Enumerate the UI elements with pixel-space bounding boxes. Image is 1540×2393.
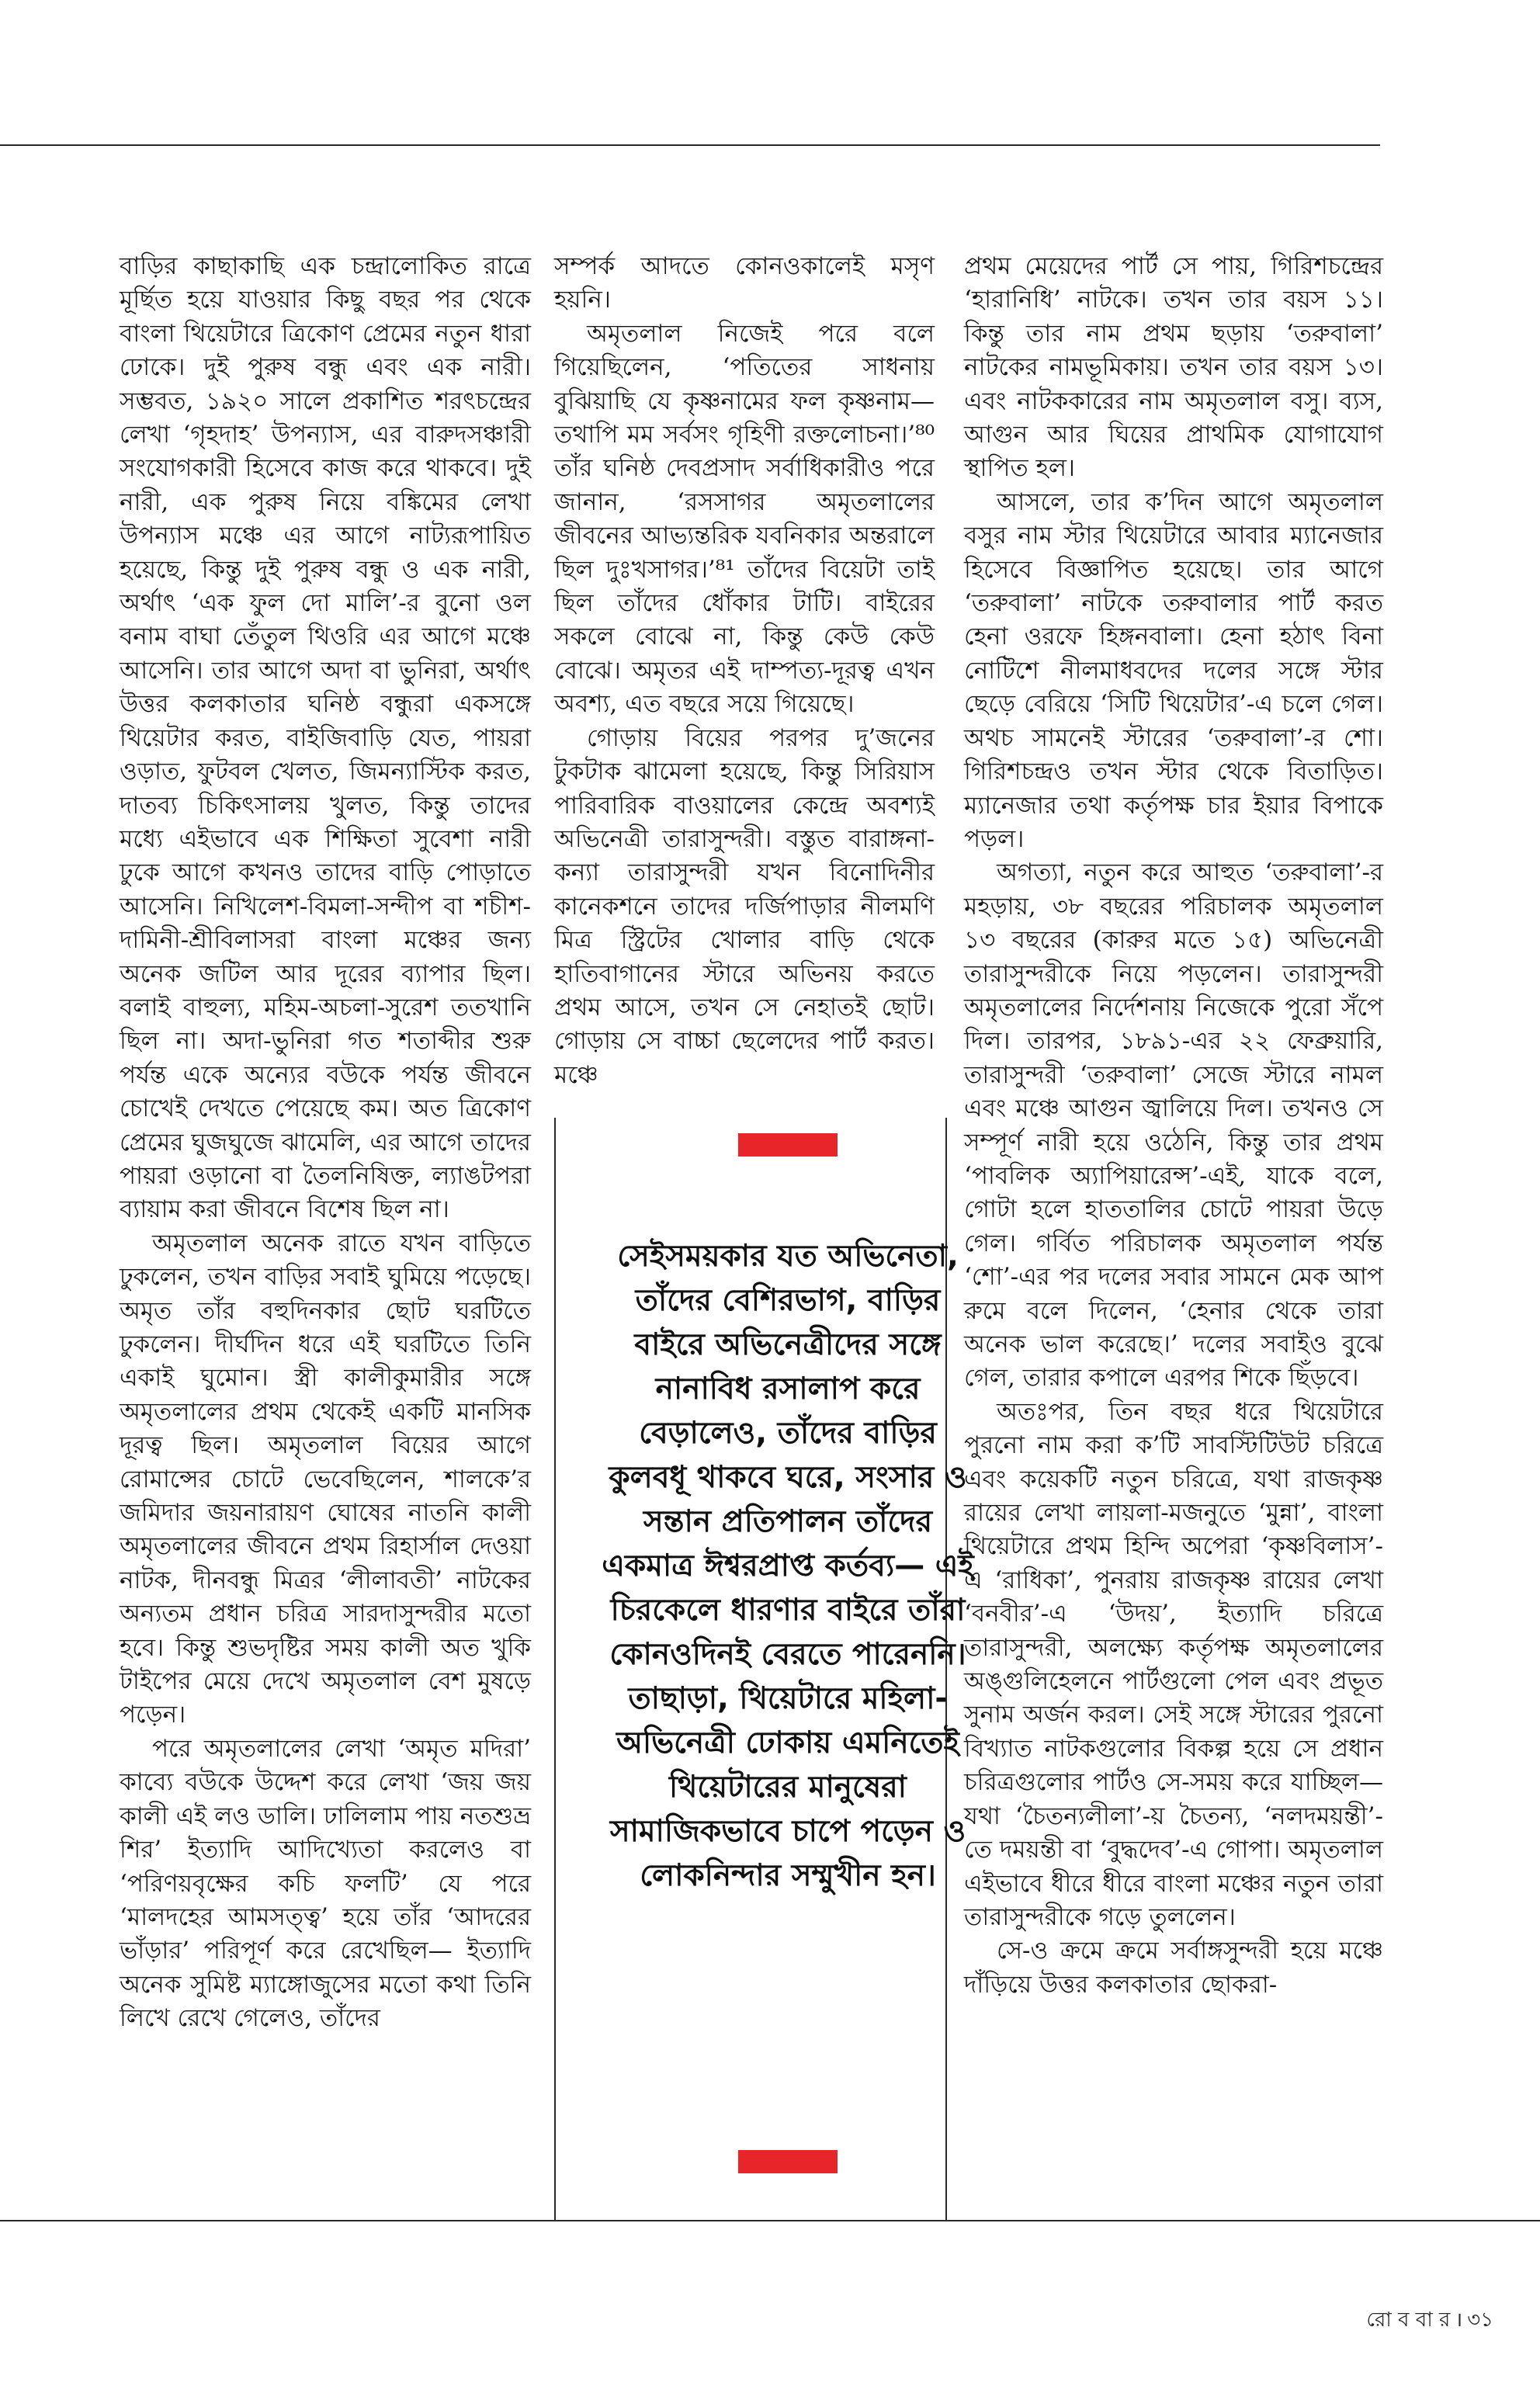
paragraph: গোড়ায় বিয়ের পরপর দু’জনের টুকটাক ঝামেলা হয়েছে, কিন্তু সিরিয়াস পারিবারিক বাওয়ালের কেন্দ্রে অবশ্যই অভিনেত্রী তারাসুন্দরী। বস্তুত বারাঙ্গনা-কন্যা তারাসুন্দরী যখন বিনোদিনীর কানেকশনে তাদের দর্জিপাড়ার নীলমণি মিত্র স্ট্রিটের খোলার বাড়ি থেকে হাতিবাগানের স্টারে অভিনয় করতে প্রথম আসে, তখন সে নেহাতই ছোট। গোড়ায় সে বাচ্চা ছেলেদের পার্ট করত। মঞ্চে — [554, 723, 935, 1089]
paragraph: অমৃতলাল অনেক রাতে যখন বাড়িতে ঢুকলেন, তখন বাড়ির সবাই ঘুমিয়ে পড়েছে। অমৃত তাঁর বহুদিনকার ছোট ঘরটিতে ঢুকলেন। দীর্ঘদিন ধরে এই ঘরটিতে তিনি একাই ঘুমোন। স্ত্রী কালীকুমারীর সঙ্গে অমৃতলালের প্রথম থেকেই একটি মানসিক দূরত্ব ছিল। অমৃতলাল বিয়ের আগে রোমান্সের চোটে ভেবেছিলেন, শালকে’র জমিদার জয়নারায়ণ ঘোষের নাতনি কালী অমৃতলালের জীবনে প্রথম রিহার্সাল দেওয়া নাটক, দীনবন্ধু মিত্রর ‘লীলাবতী’ নাটকের অন্যতম প্রধান চরিত্র সারদাসুন্দরীর মতো হবে। কিন্তু শুভদৃষ্টির সময় কালী অত খুকি টাইপের মেয়ে দেখে অমৃতলাল বেশ মুষড়ে পড়েন। — [120, 1229, 531, 1729]
paragraph: সম্পর্ক আদতে কোনওকালেই মসৃণ হয়নি। — [554, 252, 935, 314]
column-divider-left — [554, 1118, 556, 2220]
footer-rule — [0, 2220, 1540, 2221]
pull-quote-top-bar — [738, 1133, 838, 1157]
paragraph: আসলে, তার ক’দিন আগে অমৃতলাল বসুর নাম স্টার থিয়েটারে আবার ম্যানেজার হিসেবে বিজ্ঞাপিত হয়েছে। তার আগে ‘তরুবালা’ নাটকে তরুবালার পার্ট করত হেনা ওরফে হিঙ্গনবালা। হেনা হঠাৎ বিনা নোটিশে নীলমাধবদের দলের সঙ্গে স্টার ছেড়ে বেরিয়ে ‘সিটি থিয়েটার’-এ চলে গেল। অথচ সামনেই স্টারের ‘তরুবালা’-র শো। গিরিশচন্দ্রও তখন স্টার থেকে বিতাড়িত। ম্যানেজার তথা কর্তৃপক্ষ চার ইয়ার বিপাকে পড়ল। — [964, 487, 1383, 853]
pull-quote-bottom-bar — [738, 2150, 838, 2173]
paragraph: প্রথম মেয়েদের পার্ট সে পায়, গিরিশচন্দ্রের ‘হারানিধি’ নাটকে। তখন তার বয়স ১১। কিন্তু তার নাম প্রথম ছড়ায় ‘তরুবালা’ নাটকের নামভূমিকায়। তখন তার বয়স ১৩। এবং নাটককারের নাম অমৃতলাল বসু। ব্যস, আগুন আর ঘিয়ের প্রাথমিক যোগাযোগ স্থাপিত হল। — [964, 252, 1383, 483]
pull-quote-text: সেইসময়কার যত অভিনেতা, তাঁদের বেশিরভাগ, বাড়ির বাইরে অভিনেত্রীদের সঙ্গে নানাবিধ রসালাপ করে বেড়ালেও, তাঁদের বাড়ির কুলবধূ থাকবে ঘরে, সংসার ও সন্তান প্রতিপালন তাঁদের একমাত্র ঈশ্বরপ্রাপ্ত কর্তব্য— এই চিরকেলে ধারণার বাইরে তাঁরা কোনওদিনই বেরতে পারেননি। তাছাড়া, থিয়েটারে মহিলা-অভিনেত্রী ঢোকায় এমনিতেই থিয়েটারের মানুষেরা সামাজিকভাবে চাপে পড়েন ও লোকনিন্দার সম্মুখীন হন। — [602, 1239, 974, 1893]
paragraph: বাড়ির কাছাকাছি এক চন্দ্রালোকিত রাত্রে মূর্ছিত হয়ে যাওয়ার কিছু বছর পর থেকে বাংলা থিয়েটারে ত্রিকোণ প্রেমের নতুন ধারা ঢোকে। দুই পুরুষ বন্ধু এবং এক নারী। সম্ভবত, ১৯২০ সালে প্রকাশিত শরৎচন্দ্রের লেখা ‘গৃহদাহ’ উপন্যাস, এর বারুদসঞ্চারী সংযোগকারী হিসেবে কাজ করে থাকবে। দুই নারী, এক পুরুষ নিয়ে বঙ্কিমের লেখা উপন্যাস মঞ্চে এর আগে নাট্যরূপায়িত হয়েছে, কিন্তু দুই পুরুষ বন্ধু ও এক নারী, অর্থাৎ ‘এক ফুল দো মালি’-র বুনো ওল বনাম বাঘা তেঁতুল থিওরি এর আগে মঞ্চে আসেনি। তার আগে অদা বা ভুনিরা, অর্থাৎ উত্তর কলকাতার ঘনিষ্ঠ বন্ধুরা একসঙ্গে থিয়েটার করত, বাইজিবাড়ি যেত, পায়রা ওড়াত, ফুটবল খেলত, জিমন্যাস্টিক করত, দাতব্য চিকিৎসালয় খুলত, কিন্তু তাদের মধ্যে এইভাবে এক শিক্ষিতা সুবেশা নারী ঢুকে আগে কখনও তাদের বাড়ি পোড়াতে আসেনি। নিখিলেশ-বিমলা-সন্দীপ বা শচীশ-দামিনী-শ্রীবিলাসরা বাংলা মঞ্চের জন্য অনেক জটিল আর দূরের ব্যাপার ছিল। বলাই বাহুল্য, মহিম-অচলা-সুরেশ ততখানি ছিল না। অদা-ভুনিরা গত শতাব্দীর শুরু পর্যন্ত একে অন্যের বউকে পর্যন্ত জীবনে চোখেই দেখতে পেয়েছে কম। অত ত্রিকোণ প্রেমের ঘুজঘুজে ঝামেলি, এর আগে তাদের পায়রা ওড়ানো বা তৈলনিষিক্ত, ল্যাঙটপরা ব্যায়াম করা জীবনে বিশেষ ছিল না। — [120, 252, 531, 1224]
pull-quote-box — [574, 1133, 1001, 2197]
header-rule — [0, 144, 1380, 146]
page-footer — [1366, 2304, 1493, 2338]
article-column-1 — [120, 250, 531, 2036]
footer-separator: । — [1455, 2308, 1463, 2332]
paragraph: পরে অমৃতলালের লেখা ‘অমৃত মদিরা’ কাব্যে বউকে উদ্দেশ করে লেখা ‘জয় জয় কালী এই লও ডালি। ঢালিলাম পায় নতশুভ্র শির’ ইত্যাদি আদিখ্যেতা করলেও বা ‘পরিণয়বৃক্ষের কচি ফলটি’ যে পরে ‘মালদহের আমসত্ত্ব’ হয়ে তাঁর ‘আদরের ভাঁড়ার’ পরিপূর্ণ করে রেখেছিল— ইত্যাদি অনেক সুমিষ্ট ম্যাঙ্গোজুসের মতো কথা তিনি লিখে রেখে গেলেও, তাঁদের — [120, 1734, 531, 2033]
paragraph: সে-ও ক্রমে ক্রমে সর্বাঙ্গসুন্দরী হয়ে মঞ্চে দাঁড়িয়ে উত্তর কলকাতার ছোকরা- — [964, 1937, 1383, 1999]
paragraph: অতঃপর, তিন বছর ধরে থিয়েটারে পুরনো নাম করা ক’টি সাবস্টিটিউট চরিত্রে এবং কয়েকটি নতুন চরিত্রে, যথা রাজকৃষ্ণ রায়ের লেখা লায়লা-মজনুতে ‘মুন্না’, বাংলা থিয়েটারে প্রথম হিন্দি অপেরা ‘কৃষ্ণবিলাস’-এ ‘রাধিকা’, পুনরায় রাজকৃষ্ণ রায়ের লেখা ‘বনবীর’-এ ‘উদয়’, ইত্যাদি চরিত্রে তারাসুন্দরী, অলক্ষ্যে কর্তৃপক্ষ অমৃতলালের অঙ্গুলিহেলনে পার্টগুলো পেল এবং প্রভূত সুনাম অর্জন করল। সেই সঙ্গে স্টারের পুরনো বিখ্যাত নাটকগুলোর বিকল্প হয়ে সে প্রধান চরিত্রগুলোর পার্টও সে-সময় করে যাচ্ছিল— যথা ‘চৈতন্যলীলা’-য় চৈতন্য, ‘নলদময়ন্তী’-তে দময়ন্তী বা ‘বুদ্ধদেব’-এ গোপা। অমৃতলাল এইভাবে ধীরে ধীরে বাংলা মঞ্চের নতুন তারা তারাসুন্দরীকে গড়ে তুললেন। — [964, 1397, 1383, 1931]
page-number: ৩১ — [1467, 2308, 1493, 2332]
paragraph: অগত্যা, নতুন করে আহুত ‘তরুবালা’-র মহড়ায়, ৩৮ বছরের পরিচালক অমৃতলাল ১৩ বছরের (কারুর মতে ১৫) অভিনেত্রী তারাসুন্দরীকে নিয়ে পড়লেন। তারাসুন্দরী অমৃতলালের নির্দেশনায় নিজেকে পুরো সঁপে দিল। তারপর, ১৮৯১-এর ২২ ফেব্রুয়ারি, তারাসুন্দরী ‘তরুবালা’ সেজে স্টারে নামল এবং মঞ্চে আগুন জ্বালিয়ে দিল। তখনও সে সম্পূর্ণ নারী হয়ে ওঠেনি, কিন্তু তার প্রথম ‘পাবলিক অ্যাপিয়ারেন্স’-এই, যাকে বলে, গোটা হলে হাততালির চোটে পায়রা উড়ে গেল। গর্বিত পরিচালক অমৃতলাল পর্যন্ত ‘শো’-এর পর দলের সবার সামনে মেক আপ রুমে বলে দিলেন, ‘হেনার থেকে তারা অনেক ভাল করেছে।’ দলের সবাইও বুঝে গেল, তারার কপালে এরপর শিকে ছিঁড়বে। — [964, 858, 1383, 1392]
paragraph: অমৃতলাল নিজেই পরে বলে গিয়েছিলেন, ‘পতিতের সাধনায় বুঝিয়াছি যে কৃষ্ণনামের ফল কৃষ্ণনাম— তথাপি মম সর্বসং গৃহিণী রক্তলোচনা।’⁸⁰ তাঁর ঘনিষ্ঠ দেবপ্রসাদ সর্বাধিকারীও পরে জানান, ‘রসসাগর অমৃতলালের জীবনের আভ্যন্তরিক যবনিকার অন্তরালে ছিল দুঃখসাগর।’⁸¹ তাঁদের বিয়েটা তাই ছিল তাঁদের ধোঁকার টাটি। বাইরের সকলে বোঝে না, কিন্তু কেউ কেউ বোঝে। অমৃতর এই দাম্পত্য-দূরত্ব এখন অবশ্য, এত বছরে সয়ে গিয়েছে। — [554, 319, 935, 719]
magazine-name: রো ব বা র — [1366, 2308, 1451, 2332]
article-column-3 — [964, 250, 1383, 2002]
article-column-2 — [554, 250, 935, 1092]
